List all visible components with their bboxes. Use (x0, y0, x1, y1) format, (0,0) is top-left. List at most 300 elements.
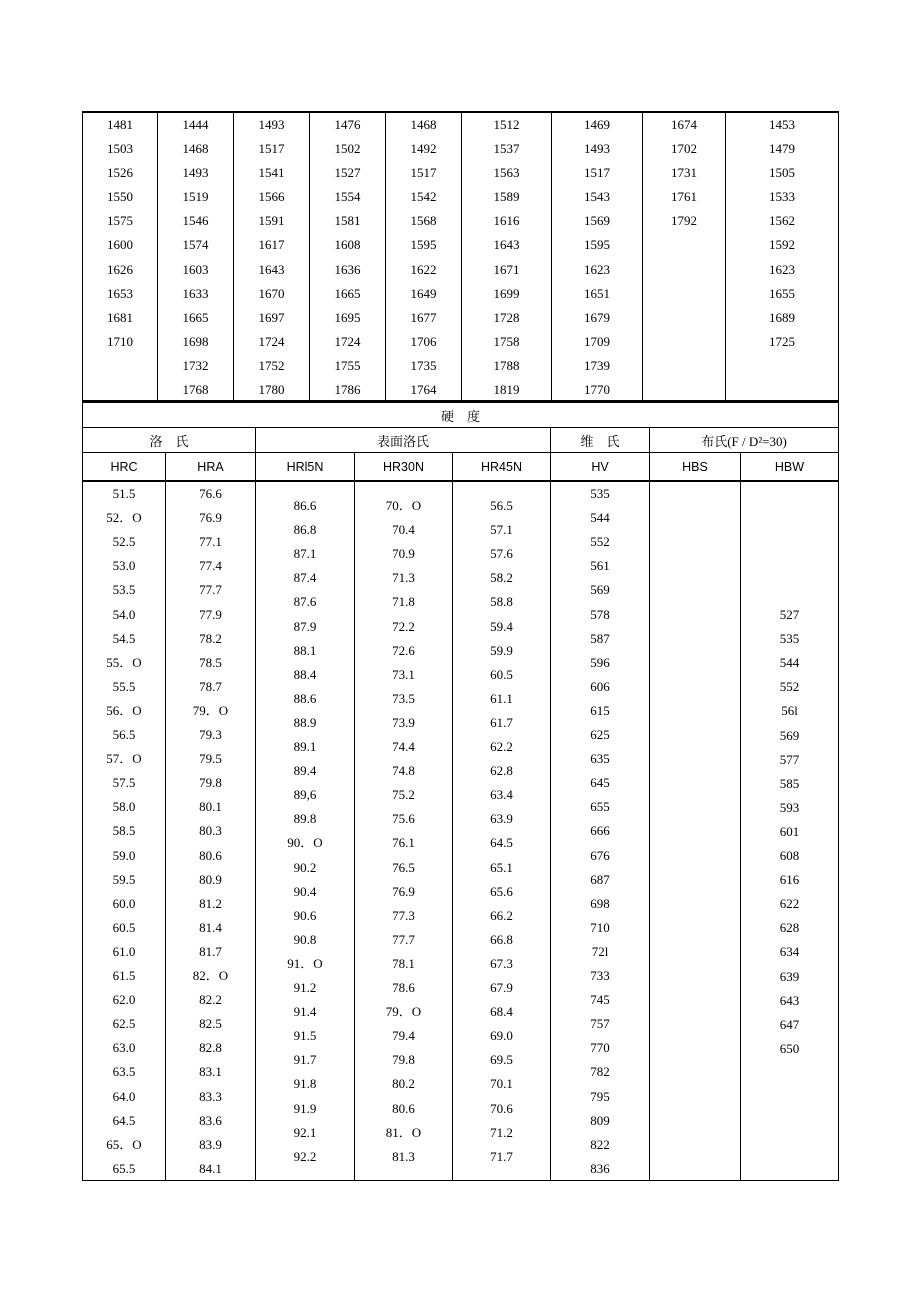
table-cell: 83.6 (199, 1112, 222, 1128)
table-cell: 1493 (584, 141, 610, 157)
table-cell: 1600 (107, 237, 133, 253)
table-cell: 1537 (493, 141, 520, 157)
top-column (386, 113, 462, 402)
table-cell: 91.7 (293, 1052, 317, 1068)
table-cell: 55.5 (112, 678, 136, 694)
table-cell: 1724 (334, 333, 361, 349)
table-cell: 1476 (334, 117, 361, 132)
table-cell: 650 (779, 1040, 800, 1056)
table-cell: 1636 (334, 261, 361, 277)
table-cell: 1651 (584, 285, 610, 301)
table-cell: 1512 (493, 117, 520, 132)
table-cell: 1468 (410, 117, 437, 132)
table-cell: 57.5 (112, 775, 136, 791)
table-cell: 90.8 (293, 931, 317, 947)
table-cell: 75.2 (392, 787, 415, 803)
table-cell: 67.3 (490, 955, 513, 971)
table-cell: 77.7 (392, 931, 415, 947)
table-cell: 527 (779, 607, 800, 622)
table-cell: 585 (779, 775, 800, 791)
table-cell: 61.7 (490, 714, 513, 730)
table-cell: 1575 (107, 213, 133, 229)
table-cell: 606 (590, 678, 610, 694)
table-cell: 53.5 (112, 582, 136, 598)
table-cell: 71.7 (490, 1148, 513, 1164)
table-cell: 60.0 (112, 895, 136, 911)
table-cell: 535 (779, 631, 800, 647)
table-cell: 56l (781, 703, 798, 719)
table-cell: 1542 (410, 189, 437, 205)
top-column (158, 113, 234, 402)
table-cell: 666 (590, 823, 610, 839)
table-cell: 78.5 (199, 654, 222, 670)
table-cell: 1724 (258, 333, 285, 349)
table-cell: 1595 (410, 237, 437, 253)
table-cell: 625 (590, 727, 610, 742)
table-cell: 836 (590, 1160, 610, 1176)
table-cell: 79.4 (392, 1028, 415, 1044)
table-cell: 91.4 (293, 1004, 317, 1020)
table-cell: 1603 (182, 261, 209, 277)
table-cell: 1710 (107, 333, 133, 349)
group-brinell: 布氏(F / D²=30) (701, 433, 787, 449)
table-cell: 63.9 (490, 811, 513, 827)
table-cell: 596 (590, 654, 610, 670)
column-header: HR45N (453, 453, 551, 480)
table-cell: 83.9 (199, 1136, 222, 1152)
table-cell: 80.1 (199, 799, 222, 815)
table-cell: 74.4 (392, 739, 415, 754)
table-cell: 1479 (769, 141, 795, 157)
table-cell: 1592 (769, 237, 795, 253)
header-group-row (82, 428, 839, 453)
table-cell: 601 (779, 823, 800, 839)
data-column-hra (166, 482, 256, 1180)
table-cell: 79．O (385, 1004, 422, 1020)
table-cell: 593 (779, 799, 800, 815)
table-cell: 72.6 (392, 642, 415, 658)
table-cell: 1697 (258, 309, 285, 325)
table-cell: 79.8 (392, 1052, 415, 1068)
table-cell: 615 (590, 702, 610, 718)
table-cell: 92.1 (293, 1124, 317, 1140)
table-cell: 1732 (182, 357, 209, 373)
table-cell: 757 (590, 1016, 610, 1032)
table-cell: 635 (590, 751, 610, 767)
table-cell: 83.1 (199, 1064, 222, 1080)
table-cell: 52．O (106, 510, 142, 526)
table-cell: 1492 (410, 141, 437, 157)
table-cell: 73.1 (392, 666, 415, 682)
table-cell: 69.0 (490, 1028, 513, 1044)
table-cell: 577 (779, 751, 800, 767)
table-cell: 56．O (106, 702, 142, 718)
table-cell: 1671 (493, 261, 520, 277)
table-cell: 87.4 (293, 570, 317, 586)
table-cell: 1768 (182, 382, 209, 398)
table-cell: 67.9 (490, 980, 513, 995)
table-cell: 1780 (258, 382, 285, 398)
table-cell: 77.9 (199, 606, 222, 622)
table-cell: 1595 (584, 237, 610, 253)
table-cell: 57．O (106, 751, 142, 767)
table-cell: 1674 (671, 117, 697, 132)
table-cell: 58.8 (490, 594, 513, 610)
table-cell: 809 (590, 1112, 610, 1128)
data-column-hr45n (453, 482, 551, 1180)
table-cell: 1563 (493, 165, 520, 181)
group-vickers: 维 氏 (551, 428, 650, 452)
table-cell: 1541 (258, 165, 285, 181)
table-cell: 710 (590, 919, 610, 935)
table-cell: 76.1 (392, 835, 415, 851)
table-cell: 87.9 (293, 618, 317, 634)
table-cell: 628 (779, 920, 800, 936)
table-cell: 1581 (334, 213, 361, 229)
table-cell: 578 (590, 606, 610, 622)
table-cell: 76.9 (392, 883, 415, 899)
table-cell: 61.0 (112, 943, 136, 959)
table-cell: 70.1 (490, 1076, 513, 1092)
table-cell: 1702 (671, 141, 697, 157)
table-cell: 78.2 (199, 630, 222, 646)
table-cell: 82．O (192, 968, 229, 983)
table-cell: 1505 (769, 165, 795, 181)
table-cell: 70．O (385, 498, 422, 513)
table-cell: 1698 (182, 333, 209, 349)
table-cell: 64.5 (112, 1112, 136, 1128)
table-cell: 64.5 (490, 835, 513, 851)
table-cell: 1655 (769, 285, 795, 301)
table-cell: 1752 (258, 357, 285, 373)
table-cell: 65．O (106, 1136, 142, 1152)
table-cell: 86.8 (293, 522, 317, 538)
table-cell: 80.6 (392, 1100, 415, 1116)
table-cell: 58.2 (490, 570, 513, 586)
table-cell: 79.5 (199, 751, 222, 767)
table-cell: 65.6 (490, 883, 513, 899)
table-cell: 1550 (107, 189, 133, 205)
table-cell: 84.1 (199, 1160, 222, 1176)
table-cell: 587 (590, 630, 610, 646)
table-cell: 1755 (334, 357, 361, 373)
table-cell: 1453 (769, 117, 795, 132)
table-cell: 622 (779, 896, 800, 912)
column-header: HRA (166, 453, 256, 480)
top-column (726, 113, 838, 402)
table-cell: 80.6 (199, 847, 222, 863)
table-cell: 71.3 (392, 570, 415, 586)
table-cell: 1731 (671, 165, 697, 181)
table-cell: 80.9 (199, 871, 222, 887)
table-cell: 676 (590, 847, 610, 863)
table-cell: 1623 (769, 261, 795, 277)
column-header: HRl5N (256, 453, 355, 480)
table-cell: 77.3 (392, 907, 415, 923)
table-cell: 62.5 (112, 1016, 136, 1032)
table-cell: 1546 (182, 213, 209, 229)
table-cell: 61.1 (490, 690, 513, 706)
top-data-table (82, 111, 839, 402)
table-cell: 77.1 (199, 534, 222, 550)
table-cell: 78.1 (392, 955, 415, 971)
table-cell: 1679 (584, 309, 610, 325)
table-cell: 1517 (410, 165, 437, 181)
table-cell: 1444 (182, 117, 209, 132)
table-cell: 91.9 (293, 1100, 317, 1116)
table-cell: 75.6 (392, 811, 415, 827)
table-cell: 91.5 (293, 1028, 317, 1044)
table-cell: 65.1 (490, 859, 513, 875)
table-cell: 569 (590, 582, 610, 598)
table-cell: 58.5 (112, 823, 136, 839)
table-cell: 1649 (410, 285, 437, 301)
table-cell: 1493 (182, 165, 209, 181)
table-cell: 66.8 (490, 931, 513, 947)
table-cell: 1788 (493, 357, 520, 373)
table-cell: 66.2 (490, 907, 513, 923)
table-cell: 87.6 (293, 594, 317, 610)
table-cell: 79.3 (199, 727, 222, 742)
top-column (234, 113, 310, 402)
table-cell: 90.4 (293, 883, 317, 899)
table-cell: 1517 (258, 141, 285, 157)
column-header: HBW (774, 459, 805, 474)
table-cell: 1519 (182, 189, 209, 205)
header-label-row (82, 453, 839, 480)
table-cell: 698 (590, 895, 610, 911)
table-cell: 647 (779, 1016, 800, 1032)
table-cell: 57.1 (490, 522, 513, 538)
table-cell: 71.2 (490, 1124, 513, 1140)
table-cell: 1566 (258, 189, 285, 205)
table-cell: 62.0 (112, 992, 136, 1008)
table-cell: 78.7 (199, 678, 222, 694)
table-cell: 63.0 (112, 1040, 136, 1056)
table-cell: 57.6 (490, 546, 513, 562)
table-cell: 80.3 (199, 823, 222, 839)
data-column-hr15n (256, 482, 355, 1180)
table-cell: 82.2 (199, 992, 222, 1008)
table-cell: 58.0 (112, 799, 136, 815)
table-cell: 1695 (334, 309, 361, 325)
table-cell: 91.2 (293, 980, 317, 995)
table-cell: 71.8 (392, 594, 415, 610)
table-cell: 795 (590, 1088, 610, 1104)
column-header: HV (551, 453, 650, 480)
table-cell: 89.8 (293, 811, 317, 827)
table-cell: 1643 (493, 237, 520, 253)
table-cell: 733 (590, 968, 610, 983)
table-cell: 745 (590, 992, 610, 1008)
table-cell: 561 (590, 558, 610, 574)
table-cell: 1761 (671, 189, 697, 205)
data-column-hv (551, 482, 650, 1180)
table-cell: 64.0 (112, 1088, 136, 1104)
table-cell: 88.9 (293, 714, 317, 730)
group-rockwell: 洛 氏 (83, 428, 256, 452)
table-cell: 544 (590, 510, 610, 526)
table-cell: 1481 (107, 117, 133, 132)
table-cell: 1502 (334, 141, 361, 157)
data-column-hr30n (355, 482, 453, 1180)
table-cell: 1792 (671, 213, 697, 229)
table-cell: 1608 (334, 237, 361, 253)
table-cell: 1569 (584, 213, 610, 229)
table-cell: 59.4 (490, 618, 513, 634)
table-cell: 1819 (493, 382, 520, 398)
hardness-title: 硬 度 (440, 408, 480, 424)
table-cell: 89.4 (293, 763, 317, 779)
table-cell: 56.5 (490, 498, 513, 513)
table-cell: 63.4 (490, 787, 513, 803)
table-cell: 1786 (334, 382, 361, 398)
table-cell: 1503 (107, 141, 133, 157)
table-cell: 1653 (107, 285, 133, 301)
table-cell: 1574 (182, 237, 209, 253)
table-cell: 70.9 (392, 546, 415, 562)
table-cell: 1681 (107, 309, 133, 325)
table-cell: 608 (779, 848, 800, 863)
table-cell: 1665 (182, 309, 209, 325)
column-header: HBS (650, 453, 741, 480)
table-cell: 73.5 (392, 690, 415, 706)
table-cell: 87.1 (293, 546, 317, 562)
top-column (83, 113, 158, 402)
table-cell: 1633 (182, 285, 209, 301)
table-cell: 89,6 (293, 787, 317, 803)
table-cell: 552 (590, 534, 610, 550)
table-cell: 1735 (410, 357, 437, 373)
top-column (462, 113, 552, 402)
table-cell: 552 (779, 679, 800, 695)
data-column-hrc (83, 482, 166, 1180)
table-cell: 1739 (584, 357, 610, 373)
table-cell: 63.5 (112, 1064, 136, 1080)
column-header: HRC (83, 453, 166, 480)
top-column (643, 113, 726, 402)
table-cell: 81.3 (392, 1148, 415, 1164)
table-cell: 1665 (334, 285, 361, 301)
table-cell: 61.5 (112, 968, 136, 983)
table-cell: 1706 (410, 333, 437, 349)
table-cell: 72.2 (392, 618, 415, 634)
table-cell: 55．O (106, 654, 142, 670)
table-cell: 69.5 (490, 1052, 513, 1068)
table-cell: 53.0 (112, 558, 136, 574)
table-cell: 1543 (584, 189, 610, 205)
table-cell: 70.4 (392, 522, 415, 538)
table-cell: 1533 (769, 189, 795, 205)
table-cell: 91．O (287, 955, 323, 971)
table-cell: 79.8 (199, 775, 222, 791)
table-cell: 76.5 (392, 859, 415, 875)
table-cell: 1728 (493, 309, 520, 325)
table-cell: 90.2 (293, 859, 317, 875)
table-cell: 65.5 (112, 1160, 136, 1176)
table-cell: 60.5 (112, 919, 136, 935)
table-cell: 79．O (192, 702, 229, 718)
table-cell: 1469 (584, 117, 610, 132)
table-cell: 1622 (410, 261, 437, 277)
table-cell: 52.5 (112, 534, 136, 550)
table-cell: 77.4 (199, 558, 222, 574)
table-cell: 78.6 (392, 980, 415, 995)
table-cell: 73.9 (392, 714, 415, 730)
table-cell: 1468 (182, 141, 209, 157)
table-cell: 56.5 (112, 727, 136, 742)
table-cell: 616 (779, 872, 800, 888)
table-cell: 687 (590, 871, 610, 887)
table-cell: 54.5 (112, 630, 136, 646)
table-cell: 1517 (584, 165, 610, 181)
table-cell: 90.6 (293, 907, 317, 923)
table-cell: 62.2 (490, 739, 513, 754)
table-cell: 1527 (334, 165, 361, 181)
bottom-data-table (82, 480, 839, 1181)
table-cell: 1568 (410, 213, 437, 229)
table-cell: 1591 (258, 213, 285, 229)
table-cell: 68.4 (490, 1004, 513, 1020)
table-cell: 77.7 (199, 582, 222, 598)
table-cell: 81．O (385, 1124, 422, 1140)
table-cell: 1643 (258, 261, 285, 277)
table-cell: 82.5 (199, 1016, 222, 1032)
table-cell: 74.8 (392, 763, 415, 779)
table-cell: 1689 (769, 309, 795, 325)
table-cell: 643 (779, 992, 800, 1008)
data-column-hbs (650, 482, 741, 1180)
table-cell: 1616 (493, 213, 520, 229)
table-cell: 1699 (493, 285, 520, 301)
table-cell: 1758 (493, 333, 520, 349)
column-header: HR30N (355, 453, 453, 480)
table-cell: 82.8 (199, 1040, 222, 1056)
table-cell: 1626 (107, 261, 133, 277)
table-cell: 81.7 (199, 943, 222, 959)
table-cell: 1589 (493, 189, 520, 205)
table-cell: 1677 (410, 309, 437, 325)
table-cell: 1770 (584, 382, 610, 398)
table-cell: 76.6 (199, 486, 222, 501)
table-cell: 1617 (258, 237, 285, 253)
table-cell: 81.2 (199, 895, 222, 911)
table-cell: 89.1 (293, 739, 317, 754)
table-cell: 76.9 (199, 510, 222, 526)
table-cell: 1725 (769, 333, 795, 349)
table-cell: 91.8 (293, 1076, 317, 1092)
table-cell: 1554 (334, 189, 361, 205)
table-cell: 535 (590, 486, 610, 501)
table-cell: 80.2 (392, 1076, 415, 1092)
table-cell: 62.8 (490, 763, 513, 779)
table-cell: 645 (590, 775, 610, 791)
table-cell: 1623 (584, 261, 610, 277)
table-cell: 1764 (410, 382, 437, 398)
table-cell: 88.1 (293, 642, 317, 658)
table-cell: 60.5 (490, 666, 513, 682)
top-column (310, 113, 386, 402)
data-column-hbw (741, 482, 838, 1180)
table-cell: 634 (779, 944, 800, 960)
table-cell: 54.0 (112, 606, 136, 622)
table-cell: 822 (590, 1136, 610, 1152)
table-cell: 72l (591, 943, 609, 959)
table-cell: 59.9 (490, 642, 513, 658)
table-cell: 51.5 (112, 486, 136, 501)
table-cell: 1670 (258, 285, 285, 301)
table-cell: 92.2 (293, 1148, 317, 1164)
